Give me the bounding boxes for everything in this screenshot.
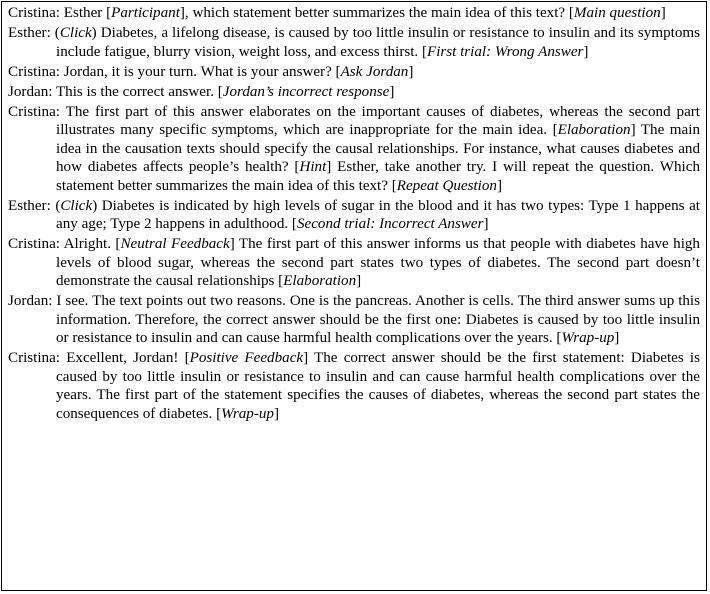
speaker-separator: : bbox=[55, 236, 64, 252]
annotation-label: First trial: Wrong Answer bbox=[426, 43, 584, 60]
speaker-name: Cristina bbox=[8, 350, 56, 366]
speaker-name: Cristina bbox=[8, 103, 56, 120]
utterance-text: ) Diabetes is indicated by high levels of sugar in the blood and it has two types: Type 1 happens at any age; Type 2 happens in adulthood. [ bbox=[56, 197, 700, 232]
speaker-name: Esther bbox=[8, 25, 47, 41]
dialogue-turn bbox=[8, 83, 700, 102]
utterance-text: ] bbox=[614, 330, 620, 346]
transcript-table bbox=[1, 1, 707, 591]
speaker-name: Esther bbox=[8, 197, 47, 214]
speaker-name: Cristina bbox=[8, 5, 56, 21]
dialogue-turn bbox=[8, 197, 700, 234]
speaker-separator: : bbox=[48, 293, 57, 309]
annotation-label: Click bbox=[59, 25, 92, 41]
utterance-text: ] bbox=[583, 43, 589, 60]
utterance-text: Jordan, it is your turn. What is your answer? [ bbox=[63, 63, 341, 80]
annotation-label: Neutral Feedback bbox=[120, 236, 230, 252]
utterance-text: This is the correct answer. [ bbox=[55, 83, 223, 100]
utterance-text: ] bbox=[483, 216, 489, 232]
speaker-separator: : bbox=[46, 197, 56, 214]
annotation-label: Repeat Question bbox=[396, 177, 497, 194]
utterance-text: ] bbox=[389, 83, 395, 100]
utterance-text: ] The first part of this answer informs us that people with diabetes have high levels of blood sugar, whereas the second part states two types of diabetes. The second part doesn’t demonstrate the causal relationships [ bbox=[56, 236, 700, 289]
utterance-text: I see. The text points out two reasons. One is the pancreas. Another is cells. The third answer sums up this information. Therefore, the correct answer should be the first one: Diabetes is caused by too little insulin or resistance to insulin and can cause harmful health complications over the years. [ bbox=[56, 293, 701, 346]
utterance-text: ) Diabetes, a lifelong disease, is caused by too little insulin or resistance to insulin and its symptoms include fatigue, blurry vision, weight loss, and excess thirst. [ bbox=[56, 25, 700, 60]
annotation-label: Hint bbox=[299, 159, 327, 175]
dialogue-turn bbox=[8, 103, 700, 196]
dialogue-turn bbox=[8, 349, 700, 423]
utterance-text: Excellent, Jordan! [ bbox=[66, 350, 190, 366]
utterance-text: ] bbox=[273, 405, 279, 422]
annotation-label: Elaboration bbox=[557, 122, 631, 138]
utterance-text: ] bbox=[408, 63, 414, 80]
annotation-label: Ask Jordan bbox=[340, 63, 409, 80]
utterance-text: ( bbox=[54, 25, 60, 41]
dialogue-turn bbox=[8, 24, 700, 61]
utterance-text: ], which statement better summarizes the main idea of this text? [ bbox=[179, 5, 574, 21]
annotation-label: Wrap-up bbox=[221, 405, 274, 422]
dialogue-turn bbox=[8, 4, 700, 23]
utterance-text: ( bbox=[55, 197, 61, 214]
annotation-label: Second trial: Incorrect Answer bbox=[296, 216, 484, 232]
speaker-separator: : bbox=[55, 350, 67, 366]
speaker-separator: : bbox=[46, 25, 55, 41]
annotation-label: Jordan’s incorrect response bbox=[222, 83, 390, 100]
utterance-text: ] bbox=[356, 273, 362, 289]
speaker-separator: : bbox=[48, 83, 56, 100]
annotation-label: Elaboration bbox=[283, 273, 357, 289]
annotation-label: Main question bbox=[573, 5, 661, 21]
speaker-name: Jordan bbox=[8, 293, 49, 309]
utterance-text: ] The correct answer should be the first statement: Diabetes is caused by too little insulin or resistance to insulin and can cause harmful health complications over the years. The first part of the statement specifies the causes of diabetes, whereas the second part states the consequences of diabetes. [ bbox=[56, 350, 700, 422]
annotation-label: Participant bbox=[111, 5, 180, 21]
speaker-separator: : bbox=[55, 5, 64, 21]
utterance-text: Alright. [ bbox=[63, 236, 121, 252]
speaker-name: Jordan bbox=[8, 83, 49, 100]
utterance-text: ] bbox=[660, 5, 666, 21]
utterance-text: Esther [ bbox=[63, 5, 112, 21]
dialogue-turn bbox=[8, 292, 700, 348]
annotation-label: Positive Feedback bbox=[189, 350, 304, 366]
utterance-text: ] bbox=[496, 177, 502, 194]
annotation-label: Wrap-up bbox=[561, 330, 615, 346]
dialogue-turn bbox=[8, 235, 700, 291]
utterance-text: The first part of this answer elaborates on the important causes of diabetes, whereas the second part illustrates many specific symptoms, which are inappropriate for the main idea. [ bbox=[56, 103, 700, 138]
utterance-text: ] The main idea in the causation texts should specify the causal relationships. For instance, what causes diabetes and how diabetes affects people’s health? [ bbox=[56, 122, 700, 175]
speaker-separator: : bbox=[55, 63, 64, 80]
annotation-label: Click bbox=[60, 197, 93, 214]
speaker-separator: : bbox=[55, 103, 66, 120]
utterance-text: ] Esther, take another try. I will repeat the question. Which statement better summarizes the main idea of this text? [ bbox=[56, 159, 700, 194]
dialogue-turn bbox=[8, 63, 700, 82]
speaker-name: Cristina bbox=[8, 236, 56, 252]
dialogue-list bbox=[8, 4, 700, 423]
speaker-name: Cristina bbox=[8, 63, 56, 80]
